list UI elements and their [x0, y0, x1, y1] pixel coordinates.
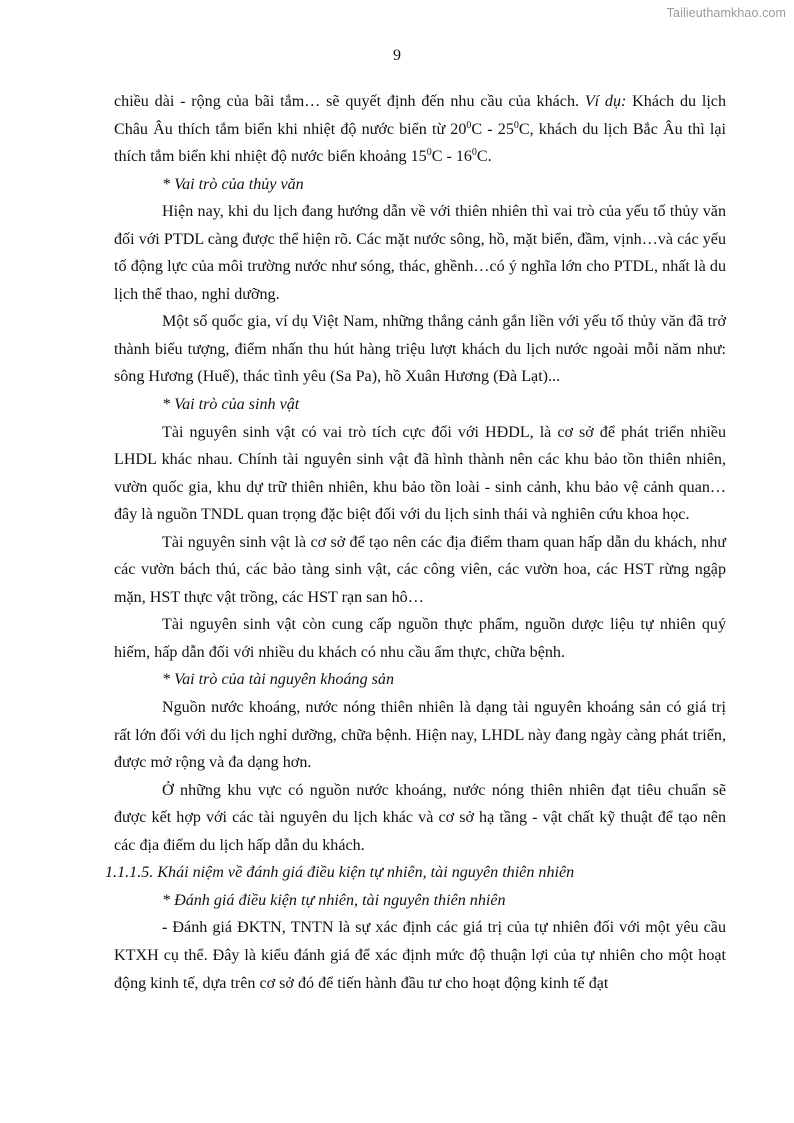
paragraph-evaluation-definition [114, 914, 726, 997]
paragraph-biology-resources: Tài nguyên sinh vật còn cung cấp nguồn thực phẩm, nguồn dược liệu tự nhiên quý hiếm, hấp dẫn đối với nhiều du khách có nhu cầu ẩm thực, chữa bệnh. [114, 616, 726, 661]
example-label: Ví dụ: [584, 93, 627, 110]
text-run: Khách du lịch Châu Âu thích tắm biển khi nhiệt độ nước biển từ 20 [114, 93, 726, 138]
degree-superscript: 0 [471, 147, 477, 159]
subheading-hydrology: * Vai trò của thủy văn [162, 175, 304, 193]
subheading-minerals: * Vai trò của tài nguyên khoáng sản [162, 671, 394, 689]
list-dash: - [162, 919, 168, 937]
page-number: 9 [393, 47, 401, 64]
text-run: C, khách du lịch Bắc Âu thì lại thích tắm biển khi nhiệt độ nước biển khoảng 15 [114, 120, 726, 166]
degree-superscript: 0 [466, 119, 472, 131]
paragraph-hydrology-examples: Một số quốc gia, ví dụ Việt Nam, những thắng cảnh gắn liền với yếu tố thủy văn đã trở thành biểu tượng, điểm nhấn thu hút hàng triệu lượt khách du lịch nước ngoài mỗi năm như: sông Hương (Huế), thác tình yêu (Sa Pa), hồ Xuân Hương (Đà Lạt)... [114, 313, 726, 386]
paragraph-mineral-areas: Ở những khu vực có nguồn nước khoáng, nước nóng thiên nhiên đạt tiêu chuẩn sẽ được kết hợp với các tài nguyên du lịch khác và cơ sở hạ tầng - vật chất kỹ thuật để tạo nên các địa điểm du lịch hấp dẫn du khách. [114, 781, 726, 854]
text-run: C. [476, 148, 492, 166]
degree-superscript: 0 [426, 147, 432, 159]
subheading-evaluation: * Đánh giá điều kiện tự nhiên, tài nguyên thiên nhiên [162, 891, 506, 909]
text-run: chiều dài - rộng của bãi tắm… sẽ quyết định đến nhu cầu của khách. [114, 93, 585, 110]
paragraph-biology-attractions: Tài nguyên sinh vật là cơ sở để tạo nên các địa điểm tham quan hấp dẫn du khách, như các vườn bách thú, các bảo tàng sinh vật, các công viên, các vườn hoa, các HST rừng ngập mặn, HST thực vật trồng, các HST rạn san hô… [114, 533, 726, 606]
watermark: Tailieuthamkhao.com [666, 6, 786, 20]
text-run: Đánh giá ĐKTN, TNTN là sự xác định các giá trị của tự nhiên đối với một yêu cầu KTXH cụ thể. Đây là kiểu đánh giá để xác định mức độ thuận lợi của tự nhiên cho một hoạt động kinh tế, dựa trên cơ sở đó để tiến hành đầu tư cho hoạt động kinh tế đạt [114, 919, 726, 992]
text-run: C - 25 [471, 120, 514, 138]
degree-superscript: 0 [513, 119, 519, 131]
paragraph-biology-role: Tài nguyên sinh vật có vai trò tích cực đối với HĐDL, là cơ sở để phát triển nhiều LHDL khác nhau. Chính tài nguyên sinh vật đã hình thành nên các khu bảo tồn thiên nhiên, vườn quốc gia, khu dự trữ thiên nhiên, khu bảo tồn loài - sinh cảnh, khu bảo vệ cảnh quan… đây là nguồn TNDL quan trọng đặc biệt đối với du lịch sinh thái và nghiên cứu khoa học. [114, 423, 726, 524]
paragraph-hydrology-role: Hiện nay, khi du lịch đang hướng dẫn về với thiên nhiên thì vai trò của yếu tố thủy văn đối với PTDL càng được thể hiện rõ. Các mặt nước sông, hồ, mặt biển, đầm, vịnh…và các yếu tố động lực của môi trường nước như sóng, thác, ghềnh…có ý nghĩa lớn cho PTDL, nhất là du lịch thể thao, nghỉ dưỡng. [114, 203, 726, 303]
text-run: C - 16 [431, 148, 472, 166]
paragraph-mineral-water: Nguồn nước khoáng, nước nóng thiên nhiên là dạng tài nguyên khoáng sản có giá trị rất lớn đối với du lịch nghỉ dưỡng, chữa bệnh. Hiện nay, LHDL này đang ngày càng phát triển, được mở rộng và đa dạng hơn. [114, 699, 726, 772]
section-heading-1-1-1-5: 1.1.1.5. Khái niệm về đánh giá điều kiện tự nhiên, tài nguyên thiên nhiên [105, 864, 575, 882]
paragraph-beach-temperature [114, 88, 726, 171]
subheading-biology: * Vai trò của sinh vật [162, 396, 300, 414]
document-body [105, 88, 726, 997]
